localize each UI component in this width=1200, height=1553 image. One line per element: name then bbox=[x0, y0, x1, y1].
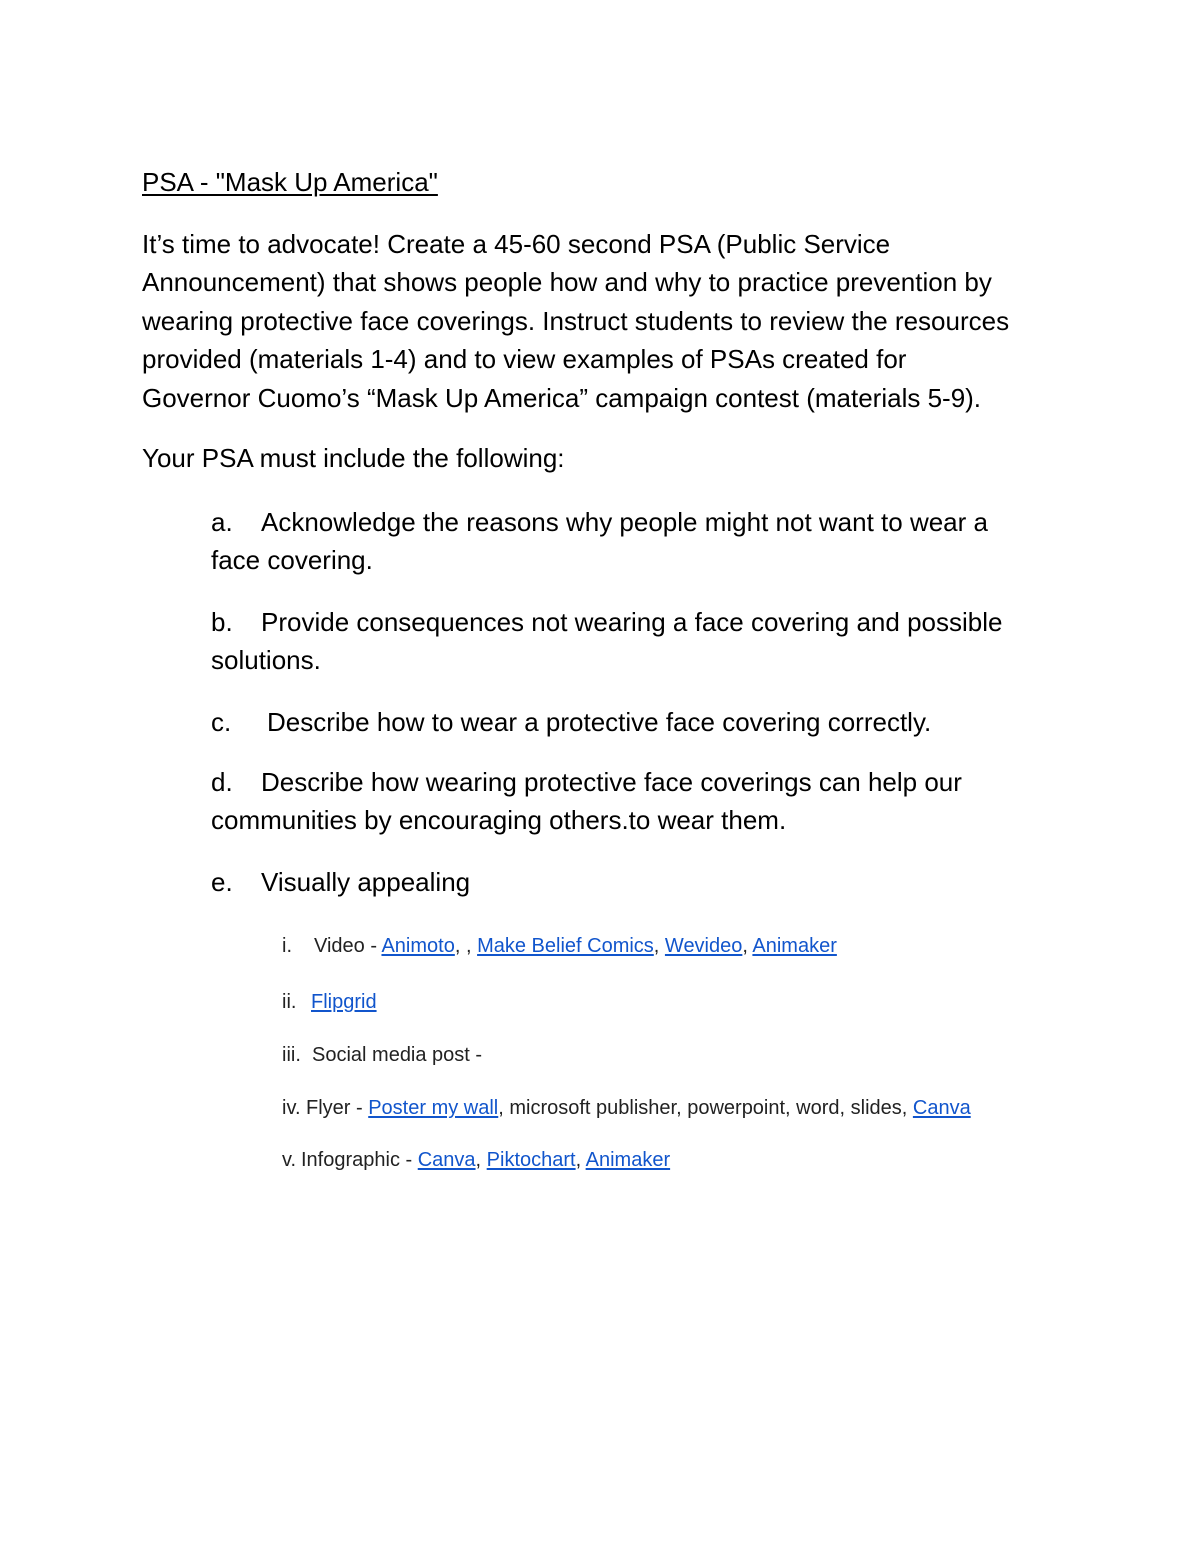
link-animoto[interactable]: Animoto bbox=[381, 935, 455, 957]
item-text: Describe how wearing protective face coverings can help our bbox=[261, 767, 962, 797]
link-animaker[interactable]: Animaker bbox=[585, 1149, 671, 1171]
item-text: communities by encouraging others.to wear them. bbox=[211, 805, 787, 835]
subitem-label: Video - bbox=[314, 935, 382, 957]
separator: , bbox=[575, 1149, 586, 1171]
item-marker: d. bbox=[211, 767, 233, 797]
intro-line: It’s time to advocate! Create a 45-60 second PSA (Public Service bbox=[142, 229, 891, 259]
link-make-belief-comics[interactable]: Make Belief Comics bbox=[477, 935, 654, 957]
item-text: solutions. bbox=[211, 645, 321, 675]
requirements-heading: Your PSA must include the following: bbox=[142, 443, 565, 473]
intro-line: Governor Cuomo’s “Mask Up America” campaign contest (materials 5-9). bbox=[142, 382, 982, 413]
subitem-marker: iii. bbox=[282, 1044, 301, 1066]
separator: , , bbox=[454, 935, 478, 957]
subitem-marker: i. bbox=[282, 935, 292, 957]
requirement-item-d bbox=[211, 763, 962, 839]
item-marker: a. bbox=[211, 507, 233, 537]
requirement-item-e bbox=[211, 863, 470, 901]
separator: , bbox=[475, 1149, 487, 1171]
item-marker: e. bbox=[211, 867, 233, 897]
requirement-item-c bbox=[211, 703, 931, 741]
link-animaker[interactable]: Animaker bbox=[752, 935, 837, 957]
item-text: Provide consequences not wearing a face covering and possible bbox=[261, 607, 1003, 637]
intro-paragraph bbox=[142, 225, 1102, 417]
item-marker: b. bbox=[211, 607, 233, 637]
intro-line: Announcement) that shows people how and why to practice prevention by bbox=[142, 267, 992, 298]
subitem-flipgrid bbox=[282, 989, 377, 1015]
link-flipgrid[interactable]: Flipgrid bbox=[311, 991, 377, 1013]
link-piktochart[interactable]: Piktochart bbox=[486, 1149, 576, 1171]
item-text: Acknowledge the reasons why people might not want to wear a bbox=[261, 507, 988, 537]
link-canva[interactable]: Canva bbox=[417, 1149, 476, 1171]
separator: , bbox=[742, 935, 753, 957]
intro-line: wearing protective face coverings. Instruct students to review the resources bbox=[142, 305, 1010, 336]
item-text: Describe how to wear a protective face covering correctly. bbox=[267, 707, 932, 737]
subitem-flyer bbox=[282, 1095, 971, 1121]
requirement-item-a bbox=[211, 503, 988, 579]
link-poster-my-wall[interactable]: Poster my wall bbox=[368, 1097, 499, 1119]
subitem-marker: v. bbox=[282, 1149, 297, 1171]
link-wevideo[interactable]: Wevideo bbox=[664, 935, 743, 957]
subitem-text: , microsoft publisher, powerpoint, word, slides, bbox=[498, 1097, 913, 1119]
item-marker: c. bbox=[211, 707, 232, 737]
subitem-label: Infographic - bbox=[301, 1149, 418, 1171]
subitem-infographic bbox=[282, 1147, 670, 1173]
subitem-social-media bbox=[282, 1042, 482, 1068]
requirement-item-b bbox=[211, 603, 1002, 679]
document-title: PSA - "Mask Up America" bbox=[142, 167, 438, 197]
subitem-label: Social media post - bbox=[312, 1044, 483, 1066]
item-text: face covering. bbox=[211, 545, 373, 575]
link-canva[interactable]: Canva bbox=[912, 1097, 971, 1119]
separator: , bbox=[653, 935, 665, 957]
intro-line: provided (materials 1-4) and to view examples of PSAs created for bbox=[142, 344, 907, 375]
subitem-label: Flyer - bbox=[306, 1097, 369, 1119]
subitem-marker: ii. bbox=[282, 991, 297, 1013]
subitem-video bbox=[282, 933, 837, 959]
subitem-marker: iv. bbox=[282, 1097, 301, 1119]
item-text: Visually appealing bbox=[261, 867, 471, 897]
